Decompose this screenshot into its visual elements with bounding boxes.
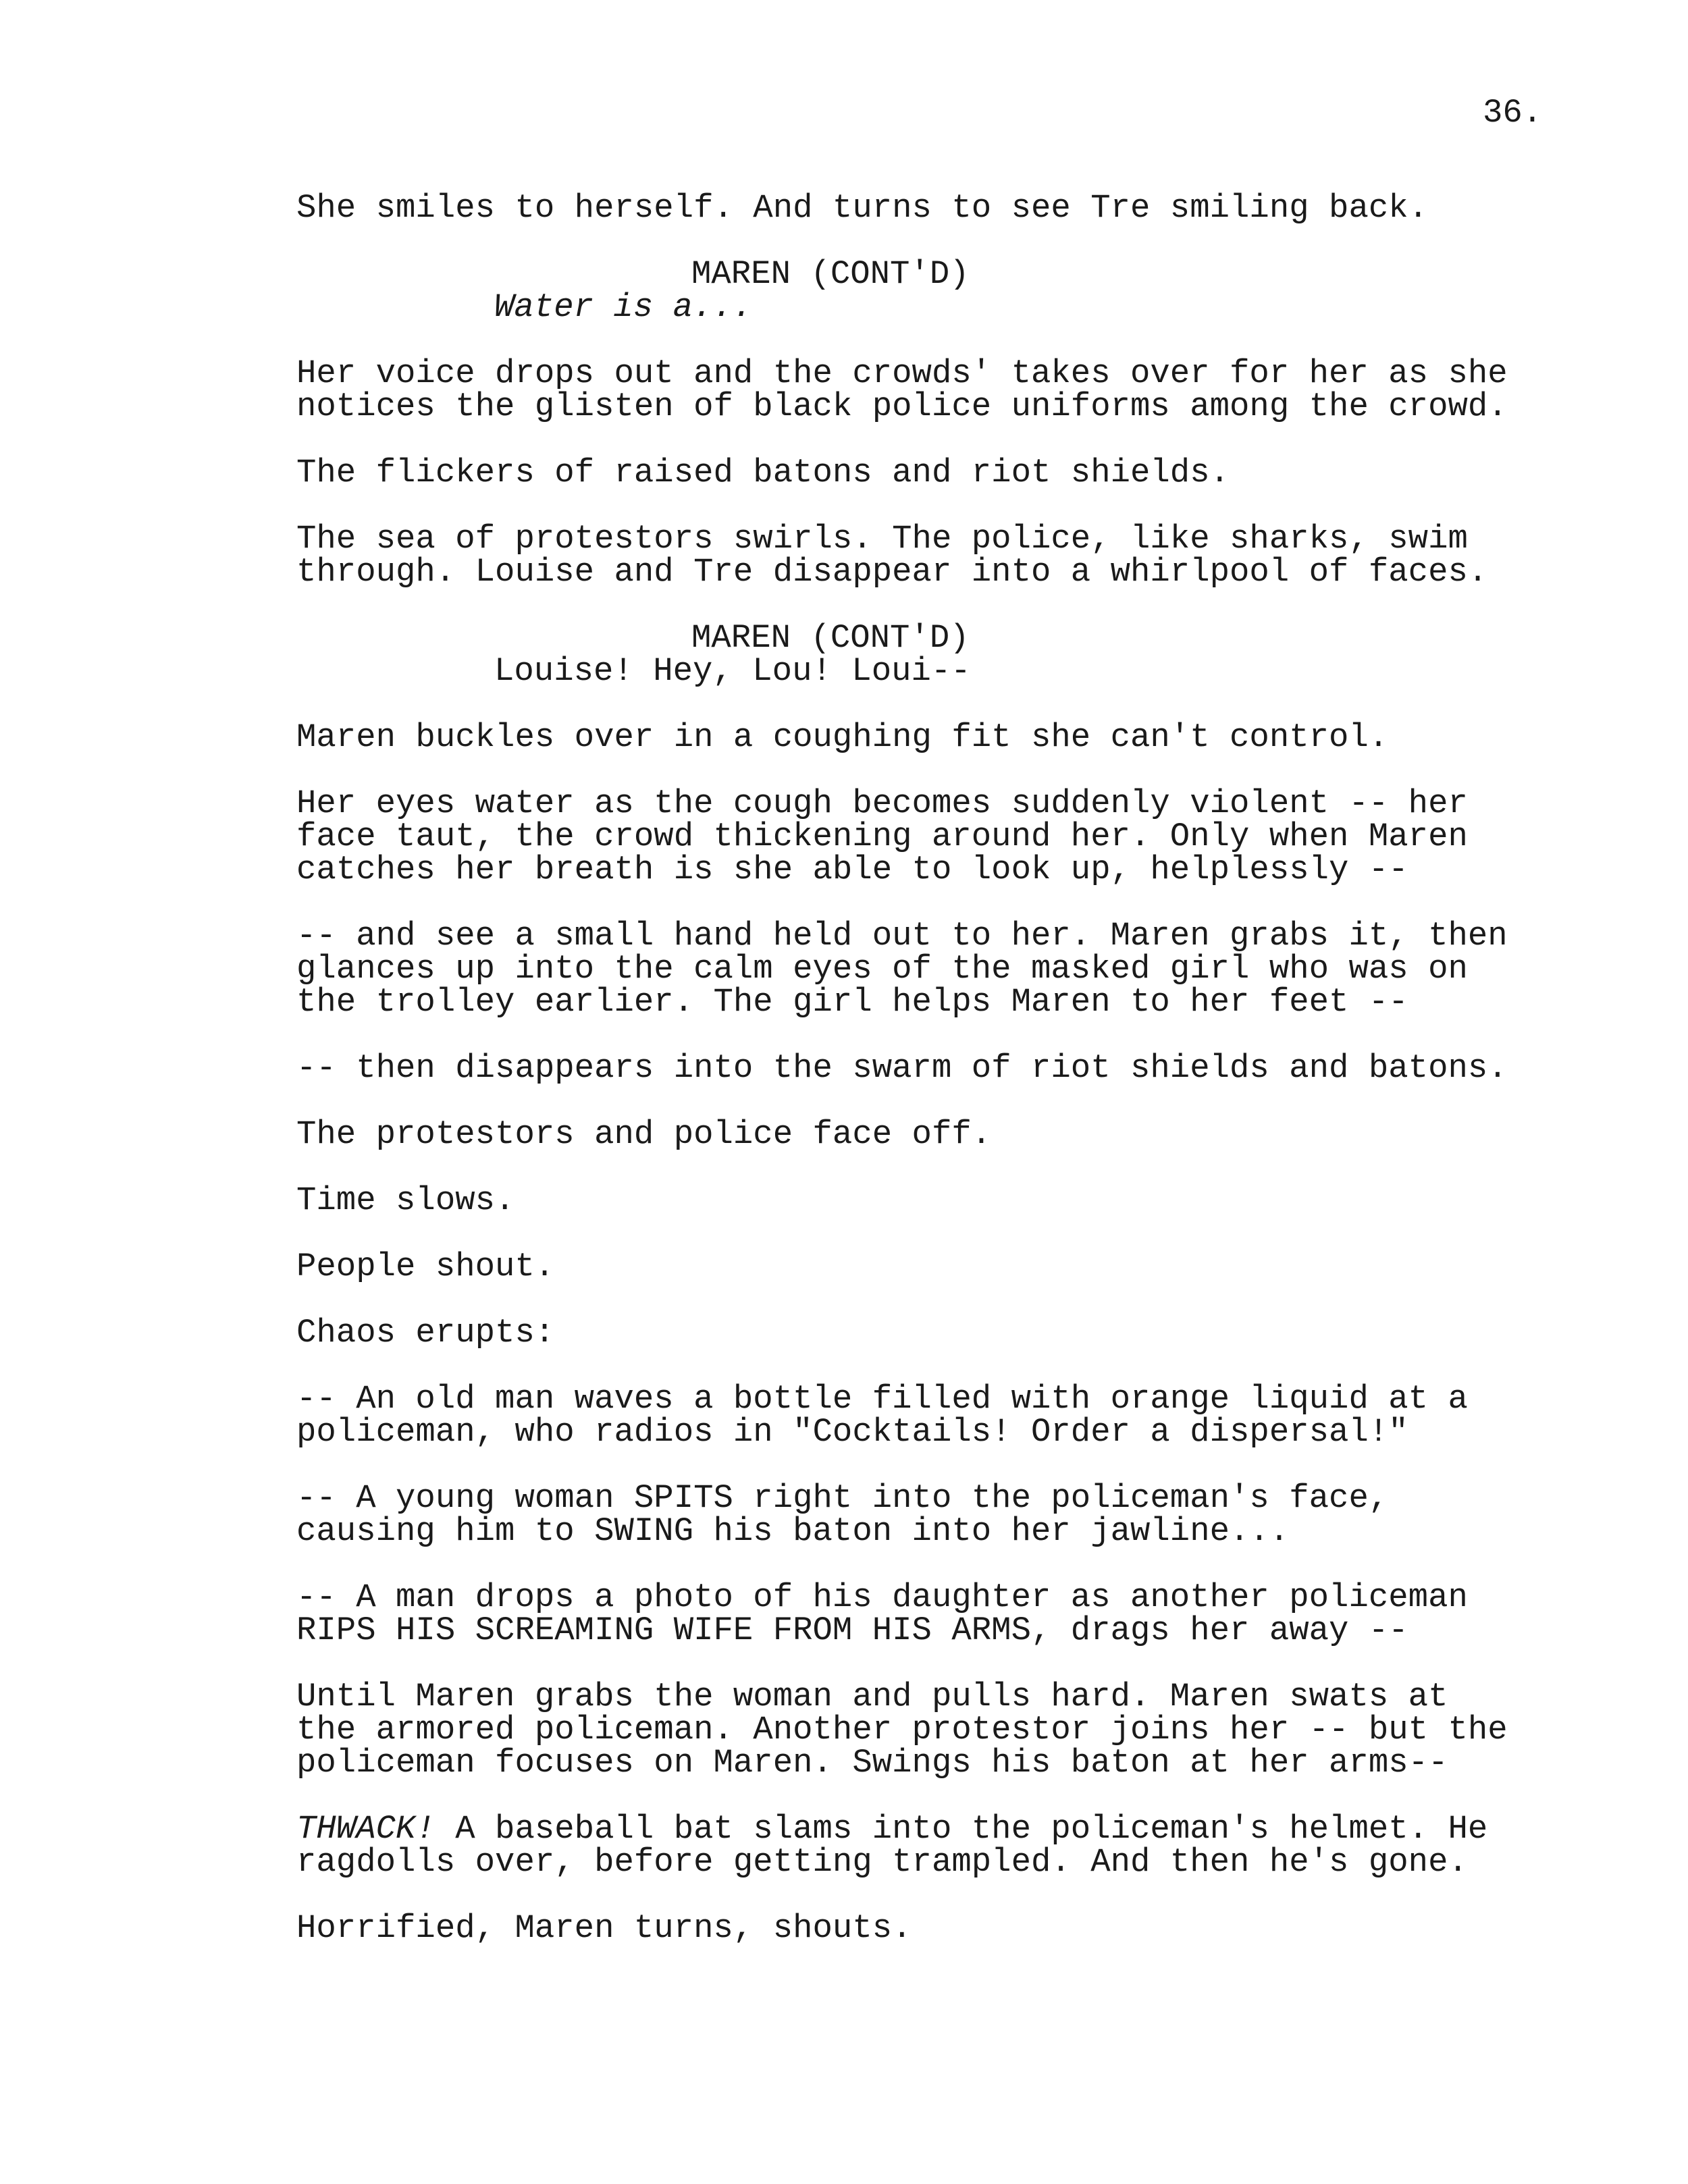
action-line [296, 1810, 1688, 1881]
spacer [0, 754, 1688, 787]
spacer [0, 423, 1688, 456]
action-line: The flickers of raised batons and riot shields. [296, 454, 1230, 491]
action-line: -- then disappears into the swarm of riot shields and batons. [296, 1049, 1508, 1087]
spacer [0, 324, 1688, 357]
sound-effect-text: THWACK! [296, 1810, 436, 1848]
dialogue-line [494, 288, 1688, 326]
spacer [0, 1548, 1688, 1581]
spacer [0, 1879, 1688, 1912]
dialogue-italic-text: Water is a... [494, 288, 753, 326]
dialogue-line: Louise! Hey, Lou! Loui-- [494, 652, 971, 690]
action-line: She smiles to herself. And turns to see Tre smiling back. [296, 189, 1429, 227]
screenplay-body [0, 189, 1688, 1947]
spacer [0, 688, 1688, 721]
spacer [0, 1019, 1688, 1052]
spacer [0, 1151, 1688, 1184]
page-number: 36. [1483, 94, 1543, 132]
spacer [0, 886, 1688, 920]
spacer [0, 1085, 1688, 1118]
action-line: Horrified, Maren turns, shouts. [296, 1909, 912, 1947]
spacer [0, 489, 1688, 523]
spacer [0, 1780, 1688, 1813]
spacer [0, 1647, 1688, 1680]
action-line: Time slows. [296, 1181, 515, 1219]
spacer [0, 1283, 1688, 1316]
action-line: Until Maren grabs the woman and pulls hard. Maren swats at the armored policeman. Another protestor joins her -- but the policeman focuses on Maren. Swings his baton at her arms-- [296, 1678, 1508, 1782]
spacer [0, 1350, 1688, 1383]
action-line: Maren buckles over in a coughing fit she can't control. [296, 718, 1389, 756]
spacer [0, 1449, 1688, 1482]
character-cue: MAREN (CONT'D) [691, 619, 970, 657]
action-line: The protestors and police face off. [296, 1115, 992, 1153]
character-cue: MAREN (CONT'D) [691, 255, 970, 293]
action-line: People shout. [296, 1248, 555, 1285]
action-line: Her eyes water as the cough becomes suddenly violent -- her face taut, the crowd thickening around her. Only when Maren catches her breath is she able to look up, helplessly -- [296, 784, 1468, 888]
action-line: -- An old man waves a bottle filled with orange liquid at a policeman, who radios in "Cocktails! Order a dispersal!" [296, 1380, 1468, 1451]
action-line: -- and see a small hand held out to her. Maren grabs it, then glances up into the calm eyes of the masked girl who was on the trolley earlier. The girl helps Maren to her feet -- [296, 917, 1508, 1021]
spacer [0, 1217, 1688, 1250]
spacer [0, 589, 1688, 622]
action-line: -- A young woman SPITS right into the policeman's face, causing him to SWING his baton into her jawline... [296, 1479, 1389, 1550]
spacer [0, 225, 1688, 258]
action-line: Chaos erupts: [296, 1314, 555, 1352]
action-text: A baseball bat slams into the policeman's helmet. He ragdolls over, before getting trampled. And then he's gone. [296, 1810, 1488, 1881]
action-line: Her voice drops out and the crowds' takes over for her as she notices the glisten of black police uniforms among the crowd. [296, 354, 1508, 425]
action-line: The sea of protestors swirls. The police, like sharks, swim through. Louise and Tre disappear into a whirlpool of faces. [296, 520, 1488, 591]
action-line: -- A man drops a photo of his daughter as another policeman RIPS HIS SCREAMING WIFE FROM HIS ARMS, drags her away -- [296, 1578, 1468, 1649]
